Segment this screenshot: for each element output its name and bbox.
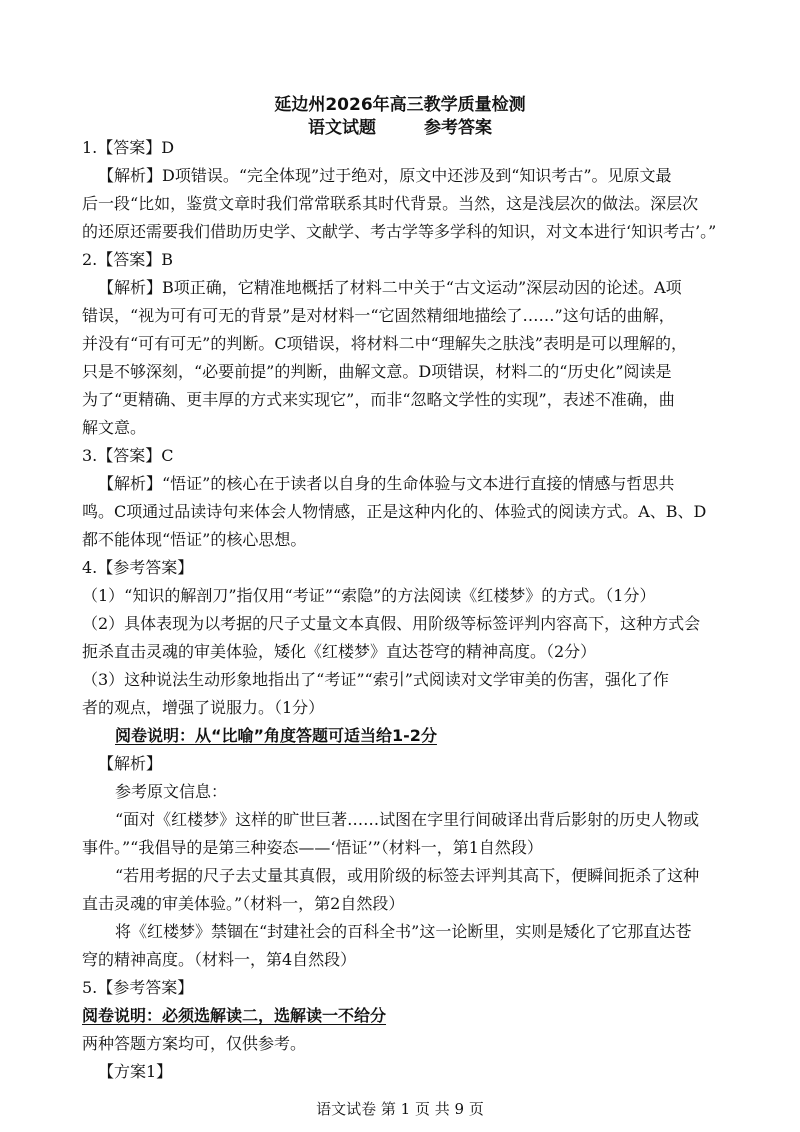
q2-analysis-line: 只是不够深刻，“必要前提”的判断，曲解文意。D项错误，材料二的“历史化”阅读是 xyxy=(82,362,672,381)
q3-analysis-line: 【解析】“悟证”的核心在于读者以自身的生命体验与文本进行直接的情感与哲思共 xyxy=(98,474,675,493)
subtitle-answer: 参考答案 xyxy=(424,118,492,138)
q4-reference-line: “面对《红楼梦》这样的旷世巨著……试图在字里行间破译出背后影射的历史人物或 xyxy=(115,810,700,829)
q1-analysis-line: 后一段“比如，鉴赏文章时我们常常联系其时代背景。当然，这是浅层次的做法。深层次 xyxy=(82,194,699,213)
q4-grading-note: 阅卷说明：从“比喻”角度答题可适当给1-2分 xyxy=(115,726,437,745)
q1-analysis-line: 的还原还需要我们借助历史学、文献学、考古学等多学科的知识，对文本进行‘知识考古’。” xyxy=(82,222,717,241)
q2-analysis-line: 为了“更精确、更丰厚的方式来实现它”，而非“忽略文学性的实现”，表述不准确，曲 xyxy=(82,390,675,409)
q2-analysis-line: 错误，“视为可有可无的背景”是对材料一“它固然精细地描绘了……”这句话的曲解， xyxy=(82,306,675,325)
q4-point-2: （2）具体表现为以考据的尺子丈量文本真假、用阶级等标签评判内容高下，这种方式会 xyxy=(82,614,701,633)
q4-reference-line: 将《红楼梦》禁锢在“封建社会的百科全书”这一论断里，实则是矮化了它那直达苍 xyxy=(115,922,692,941)
subtitle-subject: 语文试题 xyxy=(308,118,376,138)
q2-answer: 2.【答案】B xyxy=(82,250,174,269)
q3-analysis-line: 鸣。C项通过品读诗句来体会人物情感，正是这种内化的、体验式的阅读方式。A、B、D xyxy=(82,502,707,521)
q3-answer: 3.【答案】C xyxy=(82,446,174,465)
q4-answer: 4.【参考答案】 xyxy=(82,558,194,577)
q4-reference-line: 直击灵魂的审美体验。”（材料一，第2自然段） xyxy=(82,894,405,913)
page-footer: 语文试卷 第 1 页 共 9 页 xyxy=(316,1100,484,1118)
q2-analysis-line: 并没有“可有可无”的判断。C项错误，将材料二中“理解失之肤浅”表明是可以理解的， xyxy=(82,334,687,353)
q1-analysis-line: 【解析】D项错误。“完全体现”过于绝对，原文中还涉及到“知识考古”。见原文最 xyxy=(98,166,672,185)
q4-reference-line: “若用考据的尺子去丈量其真假，或用阶级的标签去评判其高下，便瞬间扼杀了这种 xyxy=(115,866,700,885)
page-title: 延边州2026年高三教学质量检测 xyxy=(274,95,526,115)
q1-answer: 1.【答案】D xyxy=(82,138,175,157)
q5-grading-note: 阅卷说明：必须选解读二，选解读一不给分 xyxy=(82,1006,387,1025)
q2-analysis-line: 解文意。 xyxy=(82,418,147,437)
q4-reference-line: 穹的精神高度。（材料一，第4自然段） xyxy=(82,950,357,969)
q4-point-2-cont: 扼杀直击灵魂的审美体验，矮化《红楼梦》直达苍穹的精神高度。（2分） xyxy=(82,642,597,661)
q5-answer: 5.【参考答案】 xyxy=(82,978,194,997)
q4-reference-heading: 参考原文信息： xyxy=(115,782,228,801)
q4-point-3-cont: 者的观点，增强了说服力。（1分） xyxy=(82,698,325,717)
q4-reference-line: 事件。”“我倡导的是第三种姿态——‘悟证’”（材料一，第1自然段） xyxy=(82,838,543,857)
page-subtitle xyxy=(0,113,800,138)
q2-analysis-line: 【解析】B项正确，它精准地概括了材料二中关于“古文运动”深层动因的论述。A项 xyxy=(98,278,682,297)
q3-analysis-line: 都不能体现“悟证”的核心思想。 xyxy=(82,530,307,549)
q4-analysis-heading: 【解析】 xyxy=(98,754,163,773)
q4-point-1: （1）“知识的解剖刀”指仅用“考证”“索隐”的方法阅读《红楼梦》的方式。（1分） xyxy=(82,586,656,605)
q5-note: 两种答题方案均可，仅供参考。 xyxy=(82,1034,307,1053)
q5-plan-1: 【方案1】 xyxy=(98,1062,173,1081)
q4-point-3: （3）这种说法生动形象地指出了“考证”“索引”式阅读对文学审美的伤害，强化了作 xyxy=(82,670,669,689)
